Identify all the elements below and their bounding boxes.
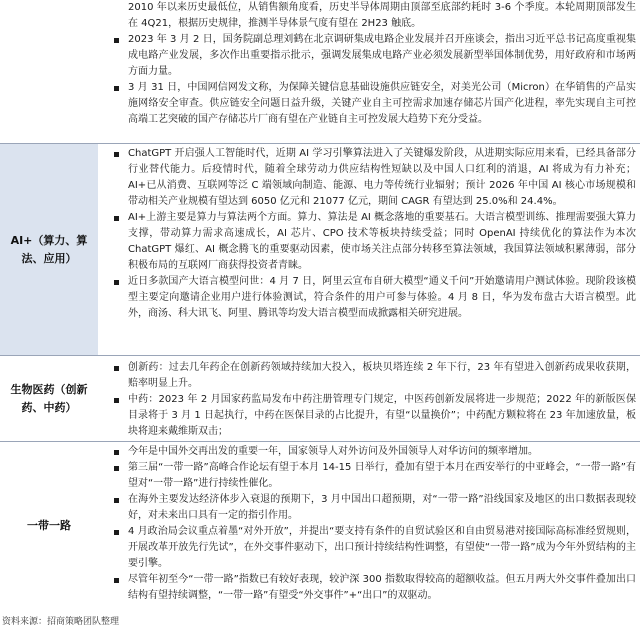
item-text: 2010 年以来历史最低位，从销售额角度看，历史半导体周期由顶部至底部约耗时 3-6 个季度。本轮周期顶部发生在 4Q21，根据历史规律，推测半导体景气度有望在 2H23 触底。: [128, 2, 636, 29]
category-ai: AI+（算力、算法、应用）: [0, 144, 98, 355]
square-bullet-icon: [114, 38, 119, 43]
item-text: 中药：2023 年 2 月国家药监局发布中药注册管理专门规定，中医药创新发展将进一步规范；2022 年的新版医保目录将于 3 月 1 日起执行，中药在医保目录的占比提升，有望“以量换价”；中药配方颗粒将在 23 年加速放量，板块将迎来戴维斯双击；: [128, 394, 636, 437]
category-semiconductor: [0, 0, 98, 143]
category-bio: 生物医药（创新药、中药）: [10, 382, 88, 414]
items-semiconductor: [98, 0, 640, 143]
item-text: 近日多款国产大语言模型问世：4 月 7 日，阿里云宣布自研大模型“通义千问”开始邀请用户测试体验。现阶段该模型主要定向邀请企业用户进行体验测试，符合条件的用户可参与体验。4 月 8 日，华为发布盘古大语言模型。此外，商汤、科大讯飞、阿里、腾讯等均发大语言模型而成掀露相关研究进展。: [128, 276, 636, 319]
square-bullet-icon: [114, 398, 119, 403]
list-item: [114, 444, 636, 460]
item-text: AI+上游主要是算力与算法两个方面。算力、算法是 AI 概念落地的重要基石。大语言模型训练、推理需要强大算力支撑，带动算力需求高速成长，AI 芯片、CPO 技术等板块持续受益；同时 OpenAI 持续优化的算法作为本次 ChatGPT 爆红、AI 概念腾飞的重要驱动因素，使市场关注点部分转移至算法领域，我国算法领域积累薄弱，部分积极布局的互联网厂商获得投资者青睐。: [128, 212, 636, 271]
list-item: [114, 524, 636, 572]
square-bullet-icon: [114, 578, 119, 583]
square-bullet-icon: [114, 450, 119, 455]
row-bio: [0, 356, 640, 442]
square-bullet-icon: [114, 86, 119, 91]
item-text: 3 月 31 日，中国网信网发文称，为保障关键信息基础设施供应链安全，对美光公司（Micron）在华销售的产品实施网络安全审查。供应链安全问题日益升级，关键产业自主可控需求加速存储芯片国产化进程，率先实现自主可控高端工艺突破的国产存储芯片厂商有望在产业链自主可控发展大趋势下充分受益。: [128, 82, 636, 125]
item-text: 创新药：过去几年药企在创新药领域持续加大投入，板块贝塔连续 2 年下行，23 年有望进入创新药成果收获期，赔率明显上升。: [128, 362, 636, 389]
items-beltroad: [98, 442, 640, 610]
item-text: 尽管年初至今“一带一路”指数已有较好表现，较沪深 300 指数取得较高的超额收益。但五月两大外交事件叠加出口结构有望持续调整，“一带一路”有望受“外交事件”+“出口”的双驱动。: [128, 574, 636, 601]
list-item: [114, 492, 636, 524]
item-text: 2023 年 3 月 2 日，国务院副总理刘鹤在北京调研集成电路企业发展并召开座谈会，指出习近平总书记高度重视集成电路产业发展，多次作出重要指示批示，强调发展集成电路产业必须发展新型举国体制优势，用好政府和市场两方面力量。: [128, 34, 636, 77]
list-item: [114, 80, 636, 128]
list-item: [114, 0, 636, 32]
item-text: 第三届“一带一路”高峰合作论坛有望于本月 14-15 日举行，叠加有望于本月在西安举行的中亚峰会，“一带一路”有望对“一带一路”进行持续性催化。: [128, 462, 636, 489]
source-note: 资料来源：招商策略团队整理: [2, 617, 120, 627]
square-bullet-icon: [114, 466, 119, 471]
item-text: 在海外主要发达经济体步入衰退的预期下，3 月中国出口超预期，对“一带一路”沿线国家及地区的出口数据表现较好，对未来出口具有一定的指引作用。: [128, 494, 636, 521]
list-item: [114, 572, 636, 604]
list-item: [114, 146, 636, 210]
square-bullet-icon: [114, 280, 119, 285]
square-bullet-icon: [114, 366, 119, 371]
square-bullet-icon: [114, 216, 119, 221]
list-item: [114, 210, 636, 274]
list-item: [114, 274, 636, 322]
items-bio: [98, 356, 640, 441]
list-item: [114, 32, 636, 80]
list-item: [114, 460, 636, 492]
square-bullet-icon: [114, 498, 119, 503]
category-beltroad: 一带一路: [27, 519, 71, 532]
row-semiconductor: [0, 0, 640, 144]
square-bullet-icon: [114, 152, 119, 157]
list-item: [114, 360, 636, 392]
square-bullet-icon: [114, 530, 119, 535]
items-ai: [98, 144, 640, 355]
item-text: 4 月政治局会议重点着墨“对外开放”，并提出“要支持有条件的自贸试验区和自由贸易港对接国际高标准经贸规则，开展改革开放先行先试”，在外交事件驱动下，出口预计持续结构性调整，有望使“一带一路”成为今年外贸结构的主要引擎。: [128, 526, 636, 569]
row-beltroad: [0, 442, 640, 610]
item-text: 今年是中国外交再出发的重要一年，国家领导人对外访问及外国领导人对华访问的频率增加。: [128, 446, 538, 457]
item-text: ChatGPT 开启强人工智能时代，近期 AI 学习引擎算法进入了关键爆发阶段，从进期实际应用来看，已经具备部分行业替代能力。后疫情时代，随着全球劳动力供应结构性短缺以及中国人口红利的消退，AI 将成为有力补充；AI+已从消费、互联网等泛 C 端领域向制造、能源、电力等传统行业辐射；预计 2026 年中国 AI 核心市场规模和带动相关产业规模有望达到 6050 亿元和 21077 亿元，期间 CAGR 有望达到 25.0%和 24.4%。: [128, 148, 636, 207]
row-ai: [0, 144, 640, 356]
list-item: [114, 392, 636, 440]
